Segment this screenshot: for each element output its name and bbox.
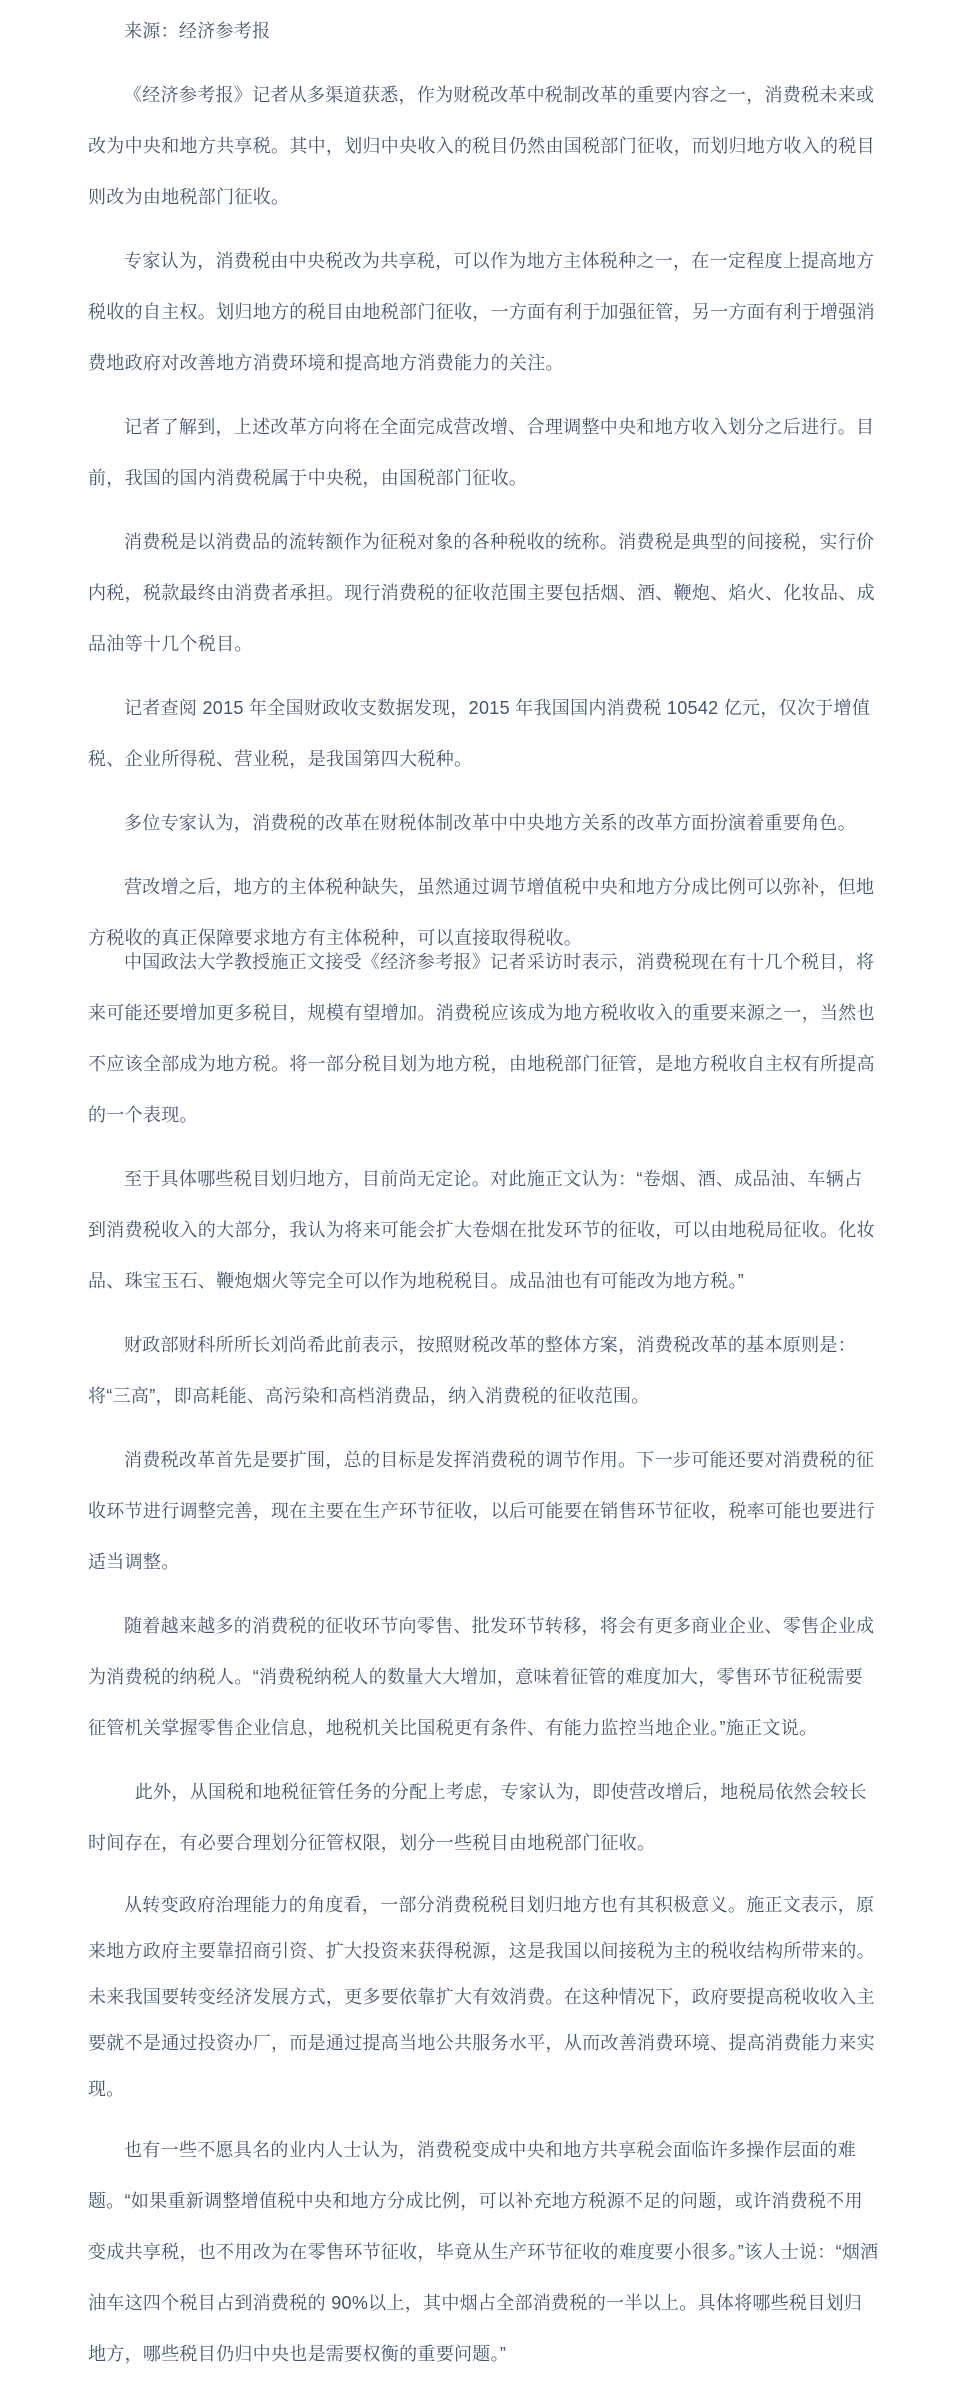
article-source: 来源：经济参考报 (124, 21, 271, 41)
article-paragraph: 随着越来越多的消费税的征收环节向零售、批发环节转移，将会有更多商业企业、零售企业成为消费税的纳税人。“消费税纳税人的数量大大增加，意味着征管的难度加大，零售环节征税需要征管机关掌握零售企业信息，地税机关比国税更有条件、有能力监控当地企业。”施正文说。 (88, 1616, 875, 1738)
article-paragraph: 营改增之后，地方的主体税种缺失，虽然通过调节增值税中央和地方分成比例可以弥补，但地方税收的真正保障要求地方有主体税种，可以直接取得税收。 (88, 877, 875, 948)
article-paragraph: 中国政法大学教授施正文接受《经济参考报》记者采访时表示，消费税现在有十几个税目，将来可能还要增加更多税目，规模有望增加。消费税应该成为地方税收收入的重要来源之一，当然也不应该全部成为地方税。将一部分税目划为地方税，由地税部门征管，是地方税收自主权有所提高的一个表现。 (88, 952, 875, 1125)
article-paragraph: 记者查阅 2015 年全国财政收支数据发现，2015 年我国国内消费税 10542 亿元，仅次于增值税、企业所得税、营业税，是我国第四大税种。 (88, 698, 871, 769)
article-paragraph: 此外，从国税和地税征管任务的分配上考虑，专家认为，即使营改增后，地税局依然会较长时间存在，有必要合理划分征管权限，划分一些税目由地税部门征收。 (88, 1782, 867, 1853)
article-paragraph: 消费税是以消费品的流转额作为征税对象的各种税收的统称。消费税是典型的间接税，实行价内税，税款最终由消费者承担。现行消费税的征收范围主要包括烟、酒、鞭炮、焰火、化妆品、成品油等十几个税目。 (88, 532, 875, 654)
article-paragraph: 至于具体哪些税目划归地方，目前尚无定论。对此施正文认为：“卷烟、酒、成品油、车辆占到消费税收入的大部分，我认为将来可能会扩大卷烟在批发环节的征收，可以由地税局征收。化妆品、珠宝玉石、鞭炮烟火等完全可以作为地税税目。成品油也有可能改为地方税。” (88, 1169, 875, 1291)
article-paragraph: 多位专家认为，消费税的改革在财税体制改革中中央地方关系的改革方面扮演着重要角色。 (124, 813, 856, 833)
article-paragraph: 也有一些不愿具名的业内人士认为，消费税变成中央和地方共享税会面临许多操作层面的难题。“如果重新调整增值税中央和地方分成比例，可以补充地方税源不足的问题，或许消费税不用变成共享税，也不用改为在零售环节征收，毕竟从生产环节征收的难度要小很多。”该人士说：“烟酒油车这四个税目占到消费税的 90%以上，其中烟占全部消费税的一半以上。具体将哪些税目划归地方，哪些税目仍归中央也是需要权衡的重要问题。” (88, 2140, 879, 2364)
article-paragraph: 财政部财科所所长刘尚希此前表示，按照财税改革的整体方案，消费税改革的基本原则是：将“三高”，即高耗能、高污染和高档消费品，纳入消费税的征收范围。 (88, 1335, 856, 1406)
article-paragraph: 记者了解到，上述改革方向将在全面完成营改增、合理调整中央和地方收入划分之后进行。目前，我国的国内消费税属于中央税，由国税部门征收。 (88, 417, 875, 488)
article-paragraph: 消费税改革首先是要扩围，总的目标是发挥消费税的调节作用。下一步可能还要对消费税的征收环节进行调整完善，现在主要在生产环节征收，以后可能要在销售环节征收，税率可能也要进行适当调整。 (88, 1450, 875, 1572)
article-paragraph: 专家认为，消费税由中央税改为共享税，可以作为地方主体税种之一，在一定程度上提高地方税收的自主权。划归地方的税目由地税部门征收，一方面有利于加强征管，另一方面有利于增强消费地政府对改善地方消费环境和提高地方消费能力的关注。 (88, 251, 875, 373)
article-paragraph: 《经济参考报》记者从多渠道获悉，作为财税改革中税制改革的重要内容之一，消费税未来或改为中央和地方共享税。其中，划归中央收入的税目仍然由国税部门征收，而划归地方收入的税目则改为由地税部门征收。 (88, 85, 875, 207)
article-paragraph: 从转变政府治理能力的角度看，一部分消费税税目划归地方也有其积极意义。施正文表示，原来地方政府主要靠招商引资、扩大投资来获得税源，这是我国以间接税为主的税收结构所带来的。未来我国要转变经济发展方式，更多要依靠扩大有效消费。在这种情况下，政府要提高税收收入主要就不是通过投资办厂，而是通过提高当地公共服务水平，从而改善消费环境、提高消费能力来实现。 (88, 1895, 875, 2099)
